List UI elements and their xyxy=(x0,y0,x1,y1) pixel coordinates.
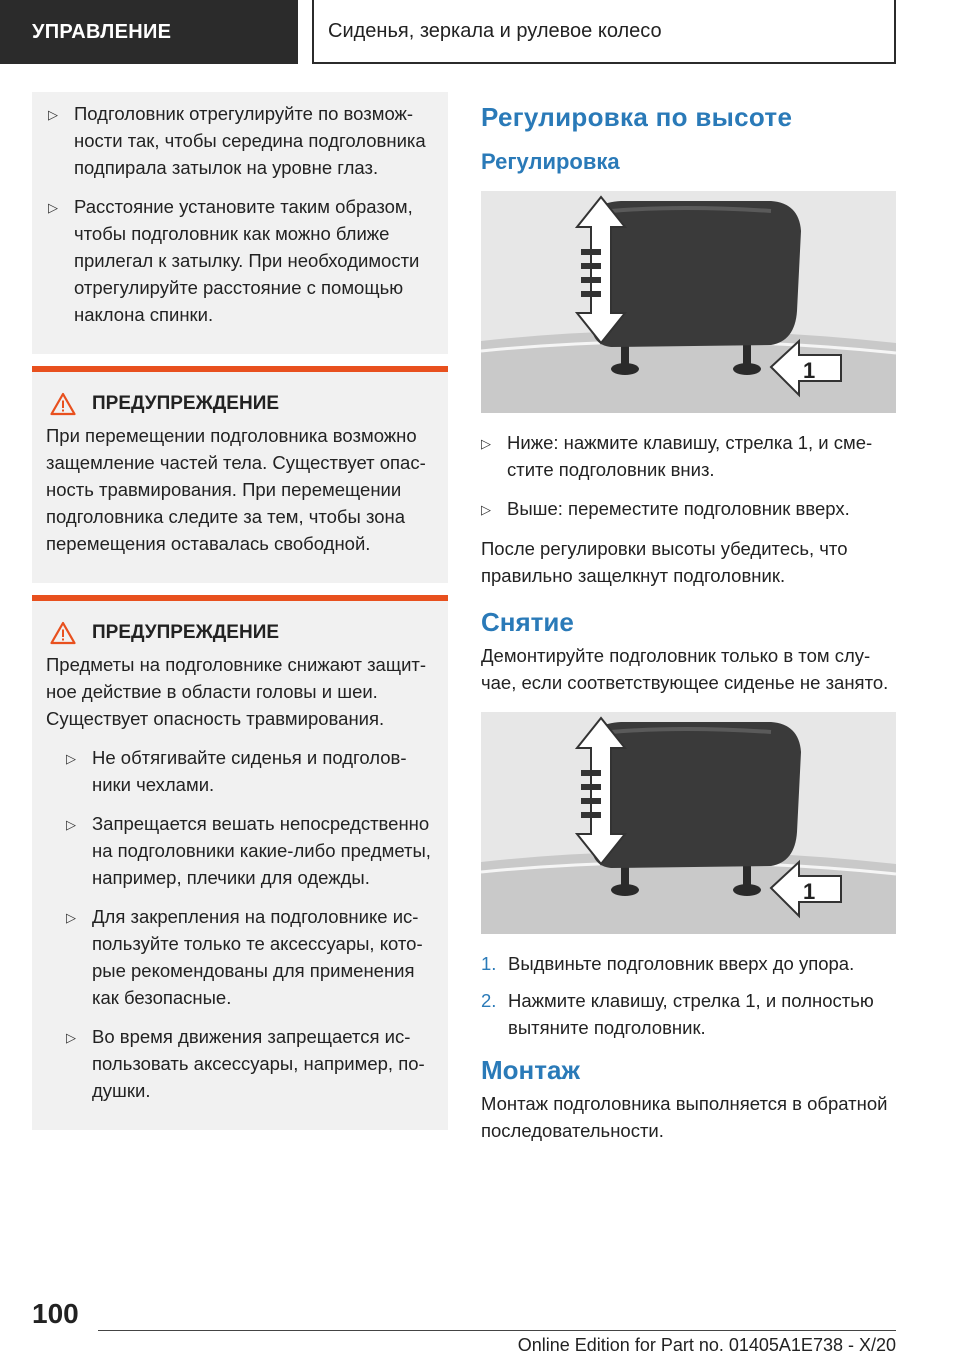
list-item-text: Во время движения запрещается использовать аксессуары, например, подушки. xyxy=(92,1026,425,1101)
warning-triangle-icon xyxy=(50,621,76,645)
headrest-figure-adjust xyxy=(481,191,896,413)
warning-heading xyxy=(46,392,432,416)
section-heading: Регулировка по высоте xyxy=(481,102,793,132)
headrest-figure-removal xyxy=(481,712,896,934)
warning-triangle-icon xyxy=(50,392,76,416)
subsection-heading: Регулировка xyxy=(481,149,620,174)
removal-text: Демонтируйте подголовник только в том случае, если соответствующее сиденье не занято. xyxy=(481,645,889,693)
right-column xyxy=(481,92,896,1156)
list-item-text: Не обтягивайте сиденья и подголовники чехлами. xyxy=(92,747,407,795)
figure-callout-1: 1 xyxy=(803,358,816,383)
triangle-bullet-icon: ▷ xyxy=(48,200,58,215)
step-text: Выдвиньте подголовник вверх до упора. xyxy=(508,953,855,974)
warning-text: При перемещении подголовника возможно защемление частей тела. Существует опасность травмирования. При перемещении подголовника следите за тем, чтобы зона перемещения оставалась свободной. xyxy=(46,425,426,554)
footer-edition: Online Edition for Part no. 01405A1E738 - X/20 xyxy=(517,1335,896,1355)
warning-title: ПРЕДУПРЕЖДЕНИЕ xyxy=(92,622,280,643)
section-tab xyxy=(0,0,298,64)
list-item xyxy=(48,193,432,328)
left-column xyxy=(32,92,448,1130)
page-number: 100 xyxy=(32,1298,79,1329)
numbered-step xyxy=(481,987,896,1041)
triangle-bullet-icon: ▷ xyxy=(481,502,491,517)
step-number: 1. xyxy=(481,953,497,974)
chapter-title: Сиденья, зеркала и рулевое колесо xyxy=(328,19,662,42)
warning-box-2 xyxy=(32,595,448,1130)
warning-box-1 xyxy=(32,366,448,583)
list-item-text: Для закрепления на подголовнике используйте только те аксессуары, которые рекомендованы для применения как безопасные. xyxy=(92,906,423,1008)
list-item-text: Расстояние установите таким образом, чтобы подголовник как можно ближе прилегал к затылку. При необходимости отрегулируйте расстояние с помощью наклона спинки. xyxy=(74,196,420,325)
list-item xyxy=(481,429,896,483)
intro-box xyxy=(32,92,448,354)
step-text: Нажмите клавишу, стрелка 1, и полностью вытяните подголовник. xyxy=(508,990,874,1038)
warning-title: ПРЕДУПРЕЖДЕНИЕ xyxy=(92,393,280,414)
triangle-bullet-icon: ▷ xyxy=(48,107,58,122)
list-item xyxy=(66,1023,432,1104)
list-item-text: Выше: переместите подголовник вверх. xyxy=(507,498,850,519)
list-item xyxy=(66,744,432,798)
section-title: УПРАВЛЕНИЕ xyxy=(32,20,172,43)
triangle-bullet-icon: ▷ xyxy=(66,751,76,766)
step-number: 2. xyxy=(481,990,497,1011)
chapter-tab xyxy=(312,0,896,64)
triangle-bullet-icon: ▷ xyxy=(66,1030,76,1045)
install-text: Монтаж подголовника выполняется в обратной последовательности. xyxy=(481,1093,888,1141)
headrest-illustration xyxy=(481,191,896,413)
triangle-bullet-icon: ▷ xyxy=(66,910,76,925)
footer-rule xyxy=(98,1330,896,1331)
numbered-step xyxy=(481,950,896,977)
headrest-illustration xyxy=(481,712,896,934)
list-item-text: Запрещается вешать непосредственно на подголовники какие-либо предметы, например, плечики для одежды. xyxy=(92,813,431,888)
list-item xyxy=(66,903,432,1011)
triangle-bullet-icon: ▷ xyxy=(66,817,76,832)
list-item xyxy=(48,100,432,181)
list-item xyxy=(481,495,896,523)
warning-list xyxy=(46,744,432,1104)
install-heading: Монтаж xyxy=(481,1055,580,1085)
adjust-note: После регулировки высоты убедитесь, что правильно защелкнут подголовник. xyxy=(481,538,848,586)
removal-heading: Снятие xyxy=(481,607,574,637)
list-item xyxy=(66,810,432,891)
figure-callout-1: 1 xyxy=(803,879,816,904)
warning-heading xyxy=(46,621,432,645)
list-item-text: Подголовник отрегулируйте по возможности так, чтобы середина подголовника подпирала затылок на уровне глаз. xyxy=(74,103,426,178)
warning-text: Предметы на подголовнике снижают защитное действие в области головы и шеи. Существует опасность травмирования. xyxy=(46,654,427,729)
list-item-text: Ниже: нажмите клавишу, стрелка 1, и сместите подголовник вниз. xyxy=(507,432,873,480)
triangle-bullet-icon: ▷ xyxy=(481,436,491,451)
